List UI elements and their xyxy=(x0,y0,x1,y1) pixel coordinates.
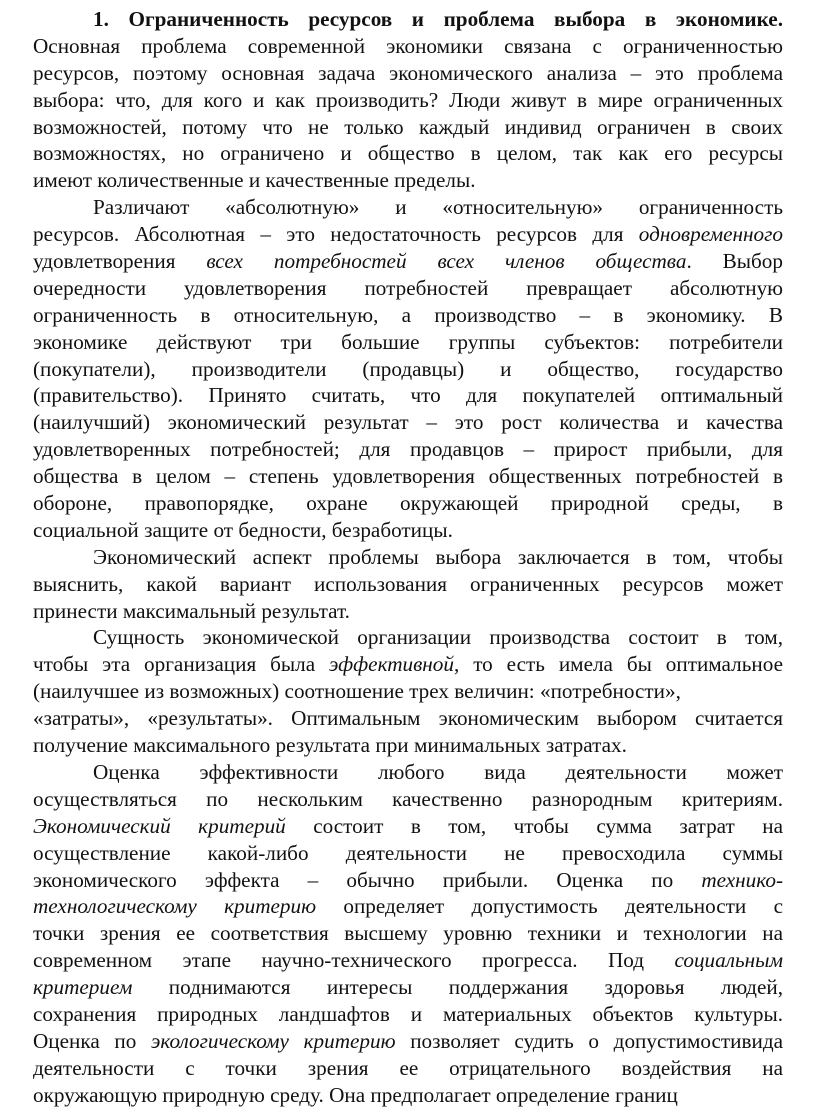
heading-line xyxy=(33,6,783,33)
paragraph-line: окружающую природную среду. Она предполагает определение границ xyxy=(33,1082,678,1107)
text-run: определяет допустимость деятельности с xyxy=(343,894,783,919)
paragraph-line xyxy=(33,1028,783,1055)
text-run: удовлетворения xyxy=(33,249,176,274)
paragraph-line: ограниченность в относительную, а производство – в экономику. В xyxy=(33,302,783,327)
paragraph-line xyxy=(33,221,783,248)
paragraph-line: (правительство). Принято считать, что для покупателей оптимальный xyxy=(33,383,783,408)
text-run: ресурсов. Абсолютная – это недостаточность ресурсов для xyxy=(33,222,624,247)
document-page xyxy=(33,6,783,1109)
paragraph-line: осуществление какой-либо деятельности не превосходила суммы xyxy=(33,840,783,865)
paragraph-line: принести максимальный результат. xyxy=(33,598,350,623)
paragraph-line xyxy=(33,867,783,894)
text-run: поднимаются интересы поддержания здоровья людей, xyxy=(168,975,784,1000)
paragraph-line: возможностях, но ограничено и общество в целом, так как его ресурсы xyxy=(33,141,783,166)
paragraph-line: осуществляться по нескольким качественно разнородным критериям. xyxy=(33,786,783,811)
paragraph-line: Экономический аспект проблемы выбора заключается в том, чтобы xyxy=(93,544,783,569)
emphasis-text: технологическому критерию xyxy=(33,894,317,919)
text-run: позволяет судить о допустимостивида xyxy=(410,1028,784,1053)
paragraph-line: обороне, правопорядке, охране окружающей природной среды, в xyxy=(33,491,783,516)
paragraph-line xyxy=(33,974,783,1001)
text-run: экономического эффекта – обычно прибыли. Оценка по xyxy=(33,867,674,892)
paragraph-line: Оценка эффективности любого вида деятельности может xyxy=(93,759,783,784)
paragraph-line: удовлетворенных потребностей; для продавцов – прирост прибыли, для xyxy=(33,437,783,462)
text-run: чтобы эта организация была xyxy=(33,652,316,677)
text-run: . Выбор xyxy=(686,249,783,274)
paragraph-line xyxy=(33,947,783,974)
paragraph-line xyxy=(33,651,783,678)
emphasis-text: одновременного xyxy=(638,222,783,247)
paragraph-line: выяснить, какой вариант использования ограниченных ресурсов может xyxy=(33,571,783,596)
paragraph-line: имеют количественные и качественные пределы. xyxy=(33,168,476,193)
paragraph-line: социальной защите от бедности, безработицы. xyxy=(33,517,453,542)
paragraph-line: (наилучший) экономический результат – это рост количества и качества xyxy=(33,410,783,435)
emphasis-text: критерием xyxy=(33,975,133,1000)
paragraph-line: деятельности с точки зрения ее отрицательного воздействия на xyxy=(33,1055,783,1080)
paragraph-line xyxy=(33,813,783,840)
emphasis-text: Экономический критерий xyxy=(33,813,286,838)
emphasis-text: социальным xyxy=(674,948,783,973)
paragraph-line: Различают «абсолютную» и «относительную» ограниченность xyxy=(93,195,783,220)
paragraph-line xyxy=(33,893,783,920)
paragraph-line: точки зрения ее соответствия высшему уровню техники и технологии на xyxy=(33,921,783,946)
text-run: состоит в том, чтобы сумма затрат на xyxy=(313,813,783,838)
emphasis-text: технико- xyxy=(701,867,784,892)
paragraph-line: очередности удовлетворения потребностей превращает абсолютную xyxy=(33,275,783,300)
paragraph-line: возможностей, потому что не только каждый индивид ограничен в своих xyxy=(33,114,783,139)
paragraph-line: Основная проблема современной экономики связана с ограниченностью xyxy=(33,33,783,58)
paragraph-line: общества в целом – степень удовлетворения общественных потребностей в xyxy=(33,464,783,489)
paragraph-line: «затраты», «результаты». Оптимальным экономическим выбором считается xyxy=(33,706,783,731)
text-run: , то есть имела бы оптимальное xyxy=(454,652,783,677)
emphasis-text: экологическому критерию xyxy=(151,1028,396,1053)
paragraph-line: Сущность экономической организации производства состоит в том, xyxy=(93,625,783,650)
paragraph-line: (наилучшее из возможных) соотношение трех величин: «потребности», xyxy=(33,679,681,704)
emphasis-text: эффективной xyxy=(329,652,454,677)
paragraph-line: (покупатели), производители (продавцы) и общество, государство xyxy=(33,356,783,381)
paragraph-line xyxy=(33,248,783,275)
heading-title: Ограниченность ресурсов и проблема выбора в экономике. xyxy=(128,7,783,31)
paragraph-line: ресурсов, поэтому основная задача экономического анализа – это проблема xyxy=(33,60,783,85)
paragraph-line: экономике действуют три большие группы субъектов: потребители xyxy=(33,329,783,354)
heading-number: 1. xyxy=(93,7,109,31)
paragraph-line: выбора: что, для кого и как производить? Люди живут в мире ограниченных xyxy=(33,87,783,112)
paragraph-line: сохранения природных ландшафтов и материальных объектов культуры. xyxy=(33,1001,783,1026)
text-run: Оценка по xyxy=(33,1028,137,1053)
paragraph-line: получение максимального результата при минимальных затратах. xyxy=(33,733,627,758)
text-run: современном этапе научно-технического прогресса. Под xyxy=(33,948,645,973)
emphasis-text: всех потребностей всех членов общества xyxy=(206,249,687,274)
